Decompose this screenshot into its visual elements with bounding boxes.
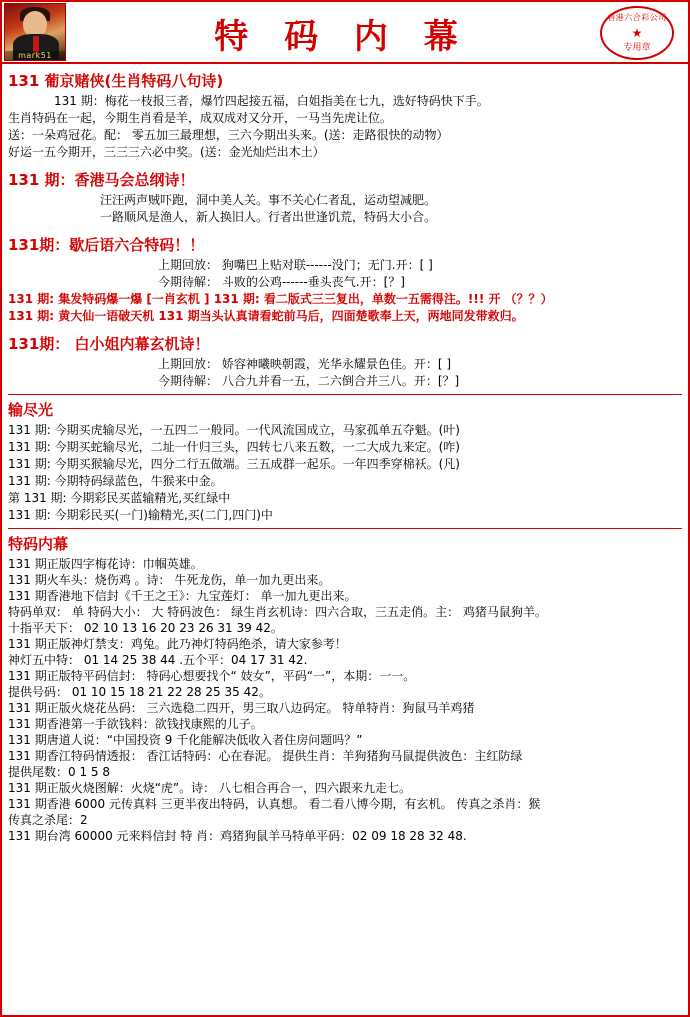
section-line: 提供尾数：0 1 5 8 xyxy=(8,765,110,779)
section-block xyxy=(8,333,682,390)
section-line: 提供号码： 01 10 15 18 21 22 28 25 35 42。 xyxy=(8,685,271,699)
section-line: 131 期正版特平码信封： 特码心想要找个“ 妓女”，平码“一”，本期：一一。 xyxy=(8,669,416,683)
section-heading: 131期： 白小姐内幕玄机诗！ xyxy=(8,335,210,353)
section-line: 汪汪两声贼吓跑，洞中美人关。事不关心仁者乱，运动望减肥。 xyxy=(100,193,437,207)
section-line: 传真之杀尾：2 xyxy=(8,813,88,827)
section-line: 第 131 期: 今期彩民买蓝输精光,买红绿中 xyxy=(8,491,231,505)
portrait-watermark: mark51 xyxy=(5,51,65,60)
section-line: 131 期: 今期彩民买(一门)输精光,买(二门,四门)中 xyxy=(8,508,273,522)
page-title: 特 码 内 幕 xyxy=(214,17,470,57)
section-line: 131 期: 今期买虎输尽光，一五四二一般同。一代风流国成立，马家孤单五夺魁。(叶) xyxy=(8,423,460,437)
spacer xyxy=(8,326,682,330)
stamp-arc-text: 香港六合彩公司 xyxy=(607,13,667,22)
section-line: 131 期唐道人说：“中国投资 9 千化能解决低收入者住房问题吗？” xyxy=(8,733,363,747)
section-heading: 131 期：香港马会总纲诗！ xyxy=(8,171,195,189)
section-line: 上期回放： 娇容神曦映朝霞，光华永耀景色佳。开：[ ] xyxy=(158,357,451,371)
star-icon: ★ xyxy=(631,26,643,40)
section-block xyxy=(8,169,682,226)
divider xyxy=(8,394,682,395)
section-line: 131 期: 黄大仙一语破天机 131 期当头认真请看蛇前马后，四面楚歌奉上天，两地同发带救归。 xyxy=(8,309,524,323)
section-line: 131 期: 今期特码绿蓝色，牛猴来中金。 xyxy=(8,474,223,488)
section-line: 131 期: 今期买蛇输尽光，二址一什归三头，四转七八来五数，一二大成九来定。(咋) xyxy=(8,440,460,454)
section-line: 生肖特码在一起，今期生肖看是羊，成双成对又分开，一马当先虎让位。 xyxy=(8,111,393,125)
section-line: 131 期香港第一手欲钱料：欲钱找康熙的儿子。 xyxy=(8,717,263,731)
section-line: 131 期香港地下信封《千王之王》：九宝莲灯： 单一加九更出来。 xyxy=(8,589,357,603)
section-line: 131 期香江特码情透报： 香江话特码：心在春泥。 提供生肖：羊狗猪狗马鼠提供波色：主红防绿 xyxy=(8,749,523,763)
portrait-image xyxy=(4,3,66,61)
section-line: 131 期正版四字梅花诗：巾帼英雄。 xyxy=(8,557,203,571)
section-block xyxy=(8,399,682,524)
section-block xyxy=(8,533,682,844)
section-line: 131 期正版神灯禁支：鸡兔。此乃神灯特码绝杀，请大家参考！ xyxy=(8,637,347,651)
stamp-bottom-text: 专用章 xyxy=(623,43,651,53)
section-line: 131 期: 集发特码爆一爆 [一肖玄机 ] 131 期: 看二版式三三复出，单数一五需得注。!!! 开 （？？） xyxy=(8,292,553,306)
section-line: 好运一五今期开，三三三六必中奖。(送：金光灿烂出木土） xyxy=(8,145,325,159)
section-line: 131 期: 今期买猴输尽光，四分二行五做端。三五成群一起乐。一年四季穿棉袄。(凡) xyxy=(8,457,460,471)
section-line: 131 期：梅花一枝报三者，爆竹四起接五福，白姐指美在七九，选好特码快下手。 xyxy=(54,94,489,108)
section-line: 今期待解： 八合九并看一五，二六倒合并三八。开：[？] xyxy=(158,374,460,388)
divider xyxy=(8,528,682,529)
spacer xyxy=(8,227,682,231)
section-line: 十指平天下： 02 10 13 16 20 23 26 31 39 42。 xyxy=(8,621,283,635)
section-heading: 131 葡京赌侠(生肖特码八句诗) xyxy=(8,72,224,90)
section-line: 131 期正版火烧花丛码： 三六选稳二四开，男三取八边码定。 特单特肖：狗鼠马羊鸡猪 xyxy=(8,701,475,715)
section-line: 131 期火车头：烧伤鸡 。诗： 牛死龙伤，单一加九更出来。 xyxy=(8,573,331,587)
document-content xyxy=(2,64,688,844)
section-heading: 131期：歇后语六合特码！！ xyxy=(8,236,205,254)
section-line: 131 期香港 6000 元传真料 三更半夜出特码，认真想。 看二看八博今期，有玄机。 传真之杀肖：猴 xyxy=(8,797,541,811)
section-line: 上期回放： 狗嘴巴上贴对联------没门；无门.开：[ ] xyxy=(158,258,433,272)
section-heading: 输尽光 xyxy=(8,401,54,419)
section-block xyxy=(8,70,682,161)
section-line: 一路顺风是渔人，新人换旧人。行者出世逢饥荒，特码大小合。 xyxy=(100,210,437,224)
section-heading: 特码内幕 xyxy=(8,535,69,553)
page-header xyxy=(2,2,688,64)
section-line: 送：一朵鸡冠花。配： 零五加三最理想，三六今期出头来。(送：走路很快的动物） xyxy=(8,128,449,142)
official-stamp xyxy=(600,6,674,60)
section-line: 神灯五中特： 01 14 25 38 44 .五个平：04 17 31 42. xyxy=(8,653,308,667)
section-line: 131 期台湾 60000 元来料信封 特 肖：鸡猪狗鼠羊马特单平码：02 09 18 28 32 48. xyxy=(8,829,467,843)
section-line: 131 期正版火烧图解：火烧“虎”。诗： 八七相合再合一，四六跟来九走七。 xyxy=(8,781,411,795)
section-block xyxy=(8,234,682,325)
spacer xyxy=(8,162,682,166)
section-line: 今期待解： 斗败的公鸡------垂头丧气.开：[？] xyxy=(158,275,405,289)
section-line: 特码单双： 单 特码大小： 大 特码波色： 绿生肖玄机诗：四六合取，三五走俏。主： 鸡猪马鼠狗羊。 xyxy=(8,605,547,619)
